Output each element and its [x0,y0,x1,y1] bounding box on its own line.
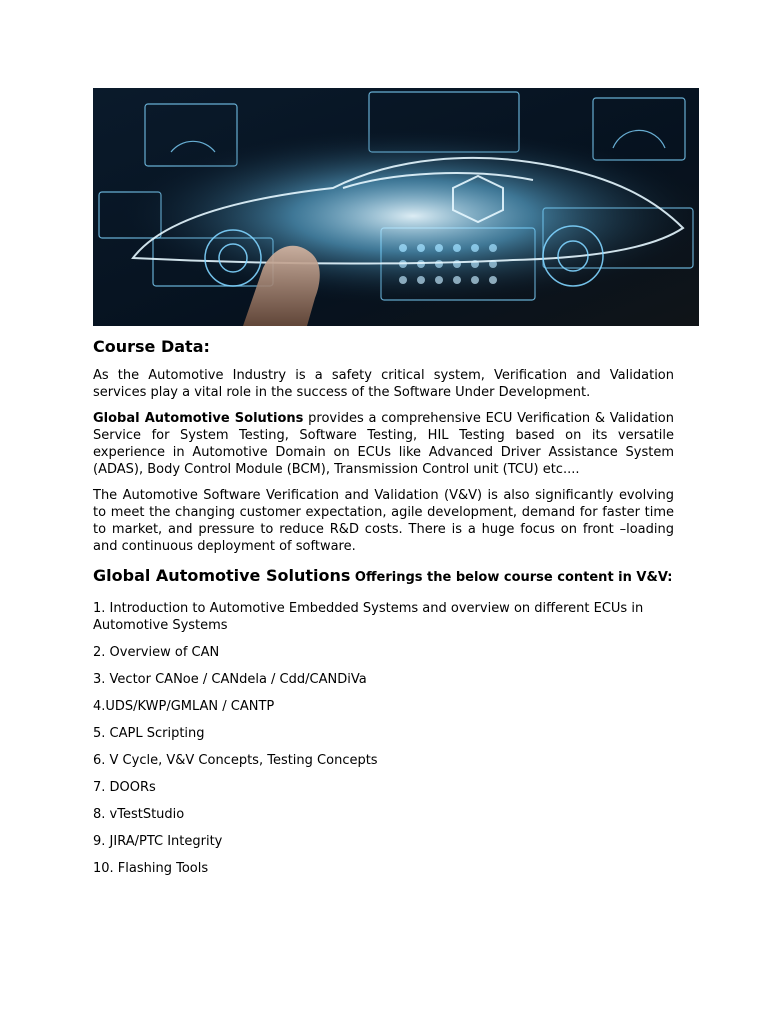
list-item: 7. DOORs [93,780,156,795]
list-item: 3. Vector CANoe / CANdela / Cdd/CANDiVa [93,672,367,687]
list-item: 6. V Cycle, V&V Concepts, Testing Concepts [93,753,378,768]
list-item: 2. Overview of CAN [93,645,220,660]
list-item: 9. JIRA/PTC Integrity [93,834,223,849]
list-item: 5. CAPL Scripting [93,726,205,741]
offerings-heading [93,567,674,586]
company-name: Global Automotive Solutions [93,411,304,426]
vv-paragraph: The Automotive Software Verification and Validation (V&V) is also significantly evolving to meet the changing customer expectation, agile development, demand for faster time to market, and pressure to reduce R&D costs. There is a huge focus on front –loading and continuous deployment of software. [93,488,674,554]
company-paragraph-text: provides a comprehensive ECU Verification & Validation Service for System Testing, Software Testing, HIL Testing based on its versatile experience in Automotive Domain on ECUs like Advanced Driver Assistance System (ADAS), Body Control Module (BCM), Transmission Control unit (TCU) etc.... [93,411,674,477]
list-item: 8. vTestStudio [93,807,185,822]
section-title: Course Data: [93,337,210,356]
document-page [93,88,674,887]
list-item: 10. Flashing Tools [93,861,209,876]
automotive-hologram-car-image [93,88,699,326]
list-item: 4.UDS/KWP/GMLAN / CANTP [93,699,275,714]
intro-paragraph: As the Automotive Industry is a safety critical system, Verification and Validation services play a vital role in the success of the Software Under Development. [93,368,674,400]
course-content-list [93,600,674,877]
company-paragraph [93,410,674,478]
offerings-heading-text: Offerings the below course content in V&V: [350,570,673,585]
list-item: 1. Introduction to Automotive Embedded Systems and overview on different ECUs in Automotive Systems [93,601,644,633]
offerings-heading-company: Global Automotive Solutions [93,566,351,585]
